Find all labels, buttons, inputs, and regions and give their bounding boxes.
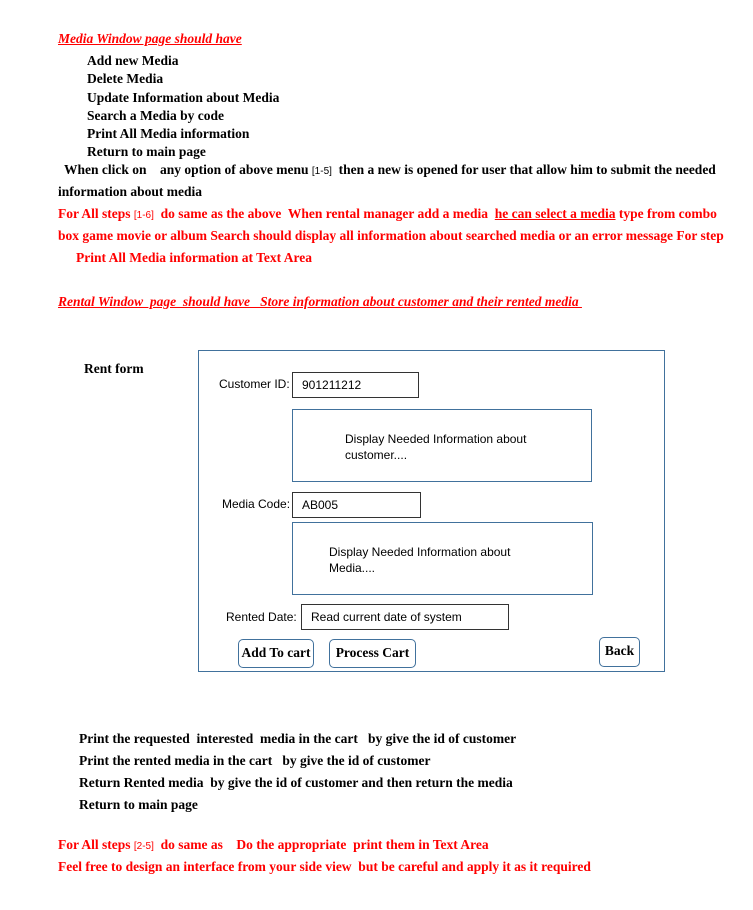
media-menu-item-update: Update Information about Media [87,90,280,105]
customer-id-input[interactable]: 901211212 [292,372,419,398]
rented-date-label: Rented Date: [226,610,297,624]
rental-item-return-media: Return Rented media by give the id of customer and then return the media [79,775,513,790]
media-menu-item-print: Print All Media information [87,126,250,141]
rental-item-print-requested: Print the requested interested media in the cart by give the id of customer [79,731,517,746]
media-steps-line3: Print All Media information at Text Area [76,250,312,265]
media-code-input[interactable]: AB005 [292,492,421,518]
customer-info-display: Display Needed Information about customer.... [292,409,592,482]
media-menu-item-return: Return to main page [87,144,206,159]
media-steps-line1: For All steps [1-6] do same as the above When rental manager add a media he can select a media type from combo [58,206,717,221]
rent-form-label: Rent form [84,361,144,376]
rental-item-return-main: Return to main page [79,797,198,812]
rental-steps-line: For All steps [2-5] do same as Do the appropriate print them in Text Area [58,837,489,852]
rented-date-input[interactable]: Read current date of system [301,604,509,630]
media-menu-item-search: Search a Media by code [87,108,224,123]
media-steps-line2: box game movie or album Search should display all information about searched media or an error message For step [58,228,724,243]
rental-window-heading: Rental Window page should have Store information about customer and their rented media [58,294,582,309]
add-to-cart-button[interactable]: Add To cart [238,639,314,668]
media-info-display: Display Needed Information about Media.... [292,522,593,595]
media-menu-item-add: Add new Media [87,53,179,68]
rental-item-print-rented: Print the rented media in the cart by give the id of customer [79,753,431,768]
click-instruction-line2: information about media [58,184,203,199]
media-code-label: Media Code: [222,497,291,511]
process-cart-button[interactable]: Process Cart [329,639,416,668]
media-window-heading: Media Window page should have [58,31,242,46]
media-menu-item-delete: Delete Media [87,71,164,86]
click-instruction: When click on any option of above menu [1-5] then a new is opened for user that allow him to submit the needed [64,162,716,177]
back-button[interactable]: Back [599,637,640,667]
customer-id-label: Customer ID: [219,377,290,391]
feel-free-note: Feel free to design an interface from your side view but be careful and apply it as it required [58,859,591,874]
